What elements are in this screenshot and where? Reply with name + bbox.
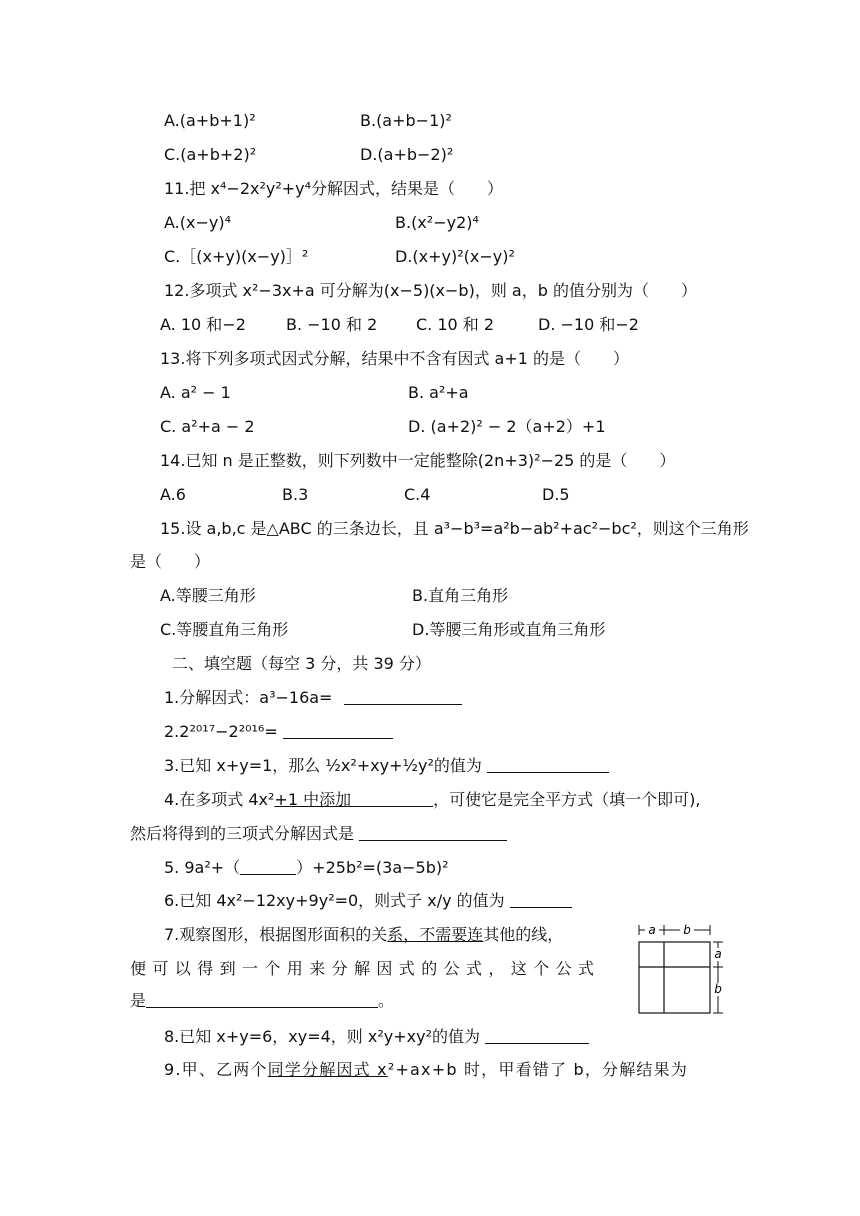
fill-item-7-line2 [130,959,612,979]
figure-outer-square [639,942,710,1013]
q15-option-b: B.直角三角形 [412,586,509,605]
area-figure [632,922,726,1016]
q10-option-a: A.(a+b+1)² [164,111,256,130]
q11-option-a: A.(x−y)⁴ [164,213,231,232]
fill-item-4 [164,790,700,810]
answer-blank-2[interactable] [283,722,393,739]
fill-item-9-text-b: ²+ax+b 时，甲看错了 b，分解结果为 [387,1060,689,1079]
q12-option-a: A. 10 和−2 [160,315,246,334]
q12-stem: 12.多项式 x²−3x+a 可分解为(x−5)(x−b)，则 a，b 的值分别为（ ） [164,281,697,300]
fill-item-7-text-underlined: 系，不需要连 [387,925,484,944]
figure-label-b-top: b [683,923,691,937]
fill-item-1-text: 1.分解因式：a³−16a= [164,688,333,707]
q15-stem: 15.设 a,b,c 是△ABC 的三条边长，且 a³−b³=a²b−ab²+ac²−bc²，则这个三角形 [160,519,749,538]
fill-item-3-text: 3.已知 x+y=1，那么 ½x²+xy+½y²的值为 [164,756,482,775]
q14-stem: 14.已知 n 是正整数，则下列数中一定能整除(2n+3)²−25 的是（ ） [160,451,676,470]
q15-stem-continued: 是（ ） [130,552,211,571]
section-heading: 二、填空题（每空 3 分，共 39 分） [172,654,431,673]
answer-blank-1[interactable] [344,688,462,705]
answer-blank-3[interactable] [487,756,609,773]
fill-item-6-text: 6.已知 4x²−12xy+9y²=0，则式子 x/y 的值为 [164,891,505,910]
fill-item-7-text-a: 7.观察图形，根据图形面积的关 [164,925,388,944]
figure-label-b-side: b [714,982,722,996]
q13-option-d: D. (a+2)² − 2（a+2）+1 [408,417,606,436]
answer-blank-7[interactable] [146,991,378,1008]
q10-option-c: C.(a+b+2)² [164,145,257,164]
q15-option-a: A.等腰三角形 [160,586,256,605]
fill-item-8-text: 8.已知 x+y=6，xy=4，则 x²y+xy²的值为 [164,1027,481,1046]
q11-option-d: D.(x+y)²(x−y)² [395,247,515,266]
fill-item-2 [164,722,393,742]
answer-blank-5[interactable] [240,858,296,875]
q11-option-b: B.(x²−y2)⁴ [395,213,479,232]
fill-item-4-text-a: 4.在多项式 4x² [164,790,275,809]
q14-option-c: C.4 [404,485,431,504]
fill-item-5-text-a: 5. 9a²+（ [164,858,241,877]
answer-blank-4b[interactable] [359,824,507,841]
figure-label-a-side: a [714,947,722,961]
q14-option-b: B.3 [282,485,309,504]
fill-item-7-line2-text: 便可以得到一个用来分解因式的公式，这个公式 [130,959,601,978]
fill-item-6 [164,891,572,911]
q13-option-a: A. a² − 1 [160,383,231,402]
fill-item-5-text-b: ）+25b²=(3a−5b)² [296,858,449,877]
fill-item-5 [164,858,449,878]
fill-item-9-text-underlined: 同学分解因式 x [267,1060,388,1079]
figure-label-a-top: a [648,923,656,937]
fill-item-7-end: 。 [378,991,395,1010]
q10-option-d: D.(a+b−2)² [360,145,454,164]
fill-item-1 [164,688,462,708]
q11-option-c: C.［(x+y)(x−y)］² [164,247,309,266]
q13-stem: 13.将下列多项式因式分解，结果中不含有因式 a+1 的是（ ） [160,349,630,368]
answer-blank-4a[interactable] [351,790,433,807]
q14-option-a: A.6 [160,485,186,504]
answer-blank-6[interactable] [510,891,572,908]
fill-item-4-text-b: ，可使它是完全平方式（填一个即可), [433,790,701,809]
fill-item-3 [164,756,609,776]
fill-item-4-line2-text: 然后将得到的三项式分解因式是 [130,824,355,843]
fill-item-9-text-a: 9.甲、乙两个 [164,1060,268,1079]
fill-item-8 [164,1027,589,1047]
q13-option-c: C. a²+a − 2 [160,417,255,436]
q12-option-d: D. −10 和−2 [538,315,639,334]
q14-option-d: D.5 [542,485,570,504]
q10-option-b: B.(a+b−1)² [360,111,452,130]
q13-option-b: B. a²+a [408,383,469,402]
q12-option-c: C. 10 和 2 [416,315,495,334]
fill-item-9 [164,1060,688,1080]
fill-item-2-text: 2.2²⁰¹⁷−2²⁰¹⁶= [164,722,278,741]
fill-item-7-text-b: 其他的线， [483,925,564,944]
q15-option-c: C.等腰直角三角形 [160,620,289,639]
answer-blank-8[interactable] [485,1027,589,1044]
fill-item-7-line3-text: 是 [130,991,147,1010]
fill-item-4-line2 [130,824,507,844]
fill-item-7 [164,925,563,945]
q11-stem: 11.把 x⁴−2x²y²+y⁴分解因式，结果是（ ） [164,179,504,198]
fill-item-7-line3 [130,991,394,1011]
fill-item-4-text-underlined: +1 中添加 [274,790,352,809]
q15-option-d: D.等腰三角形或直角三角形 [412,620,606,639]
q12-option-b: B. −10 和 2 [286,315,378,334]
